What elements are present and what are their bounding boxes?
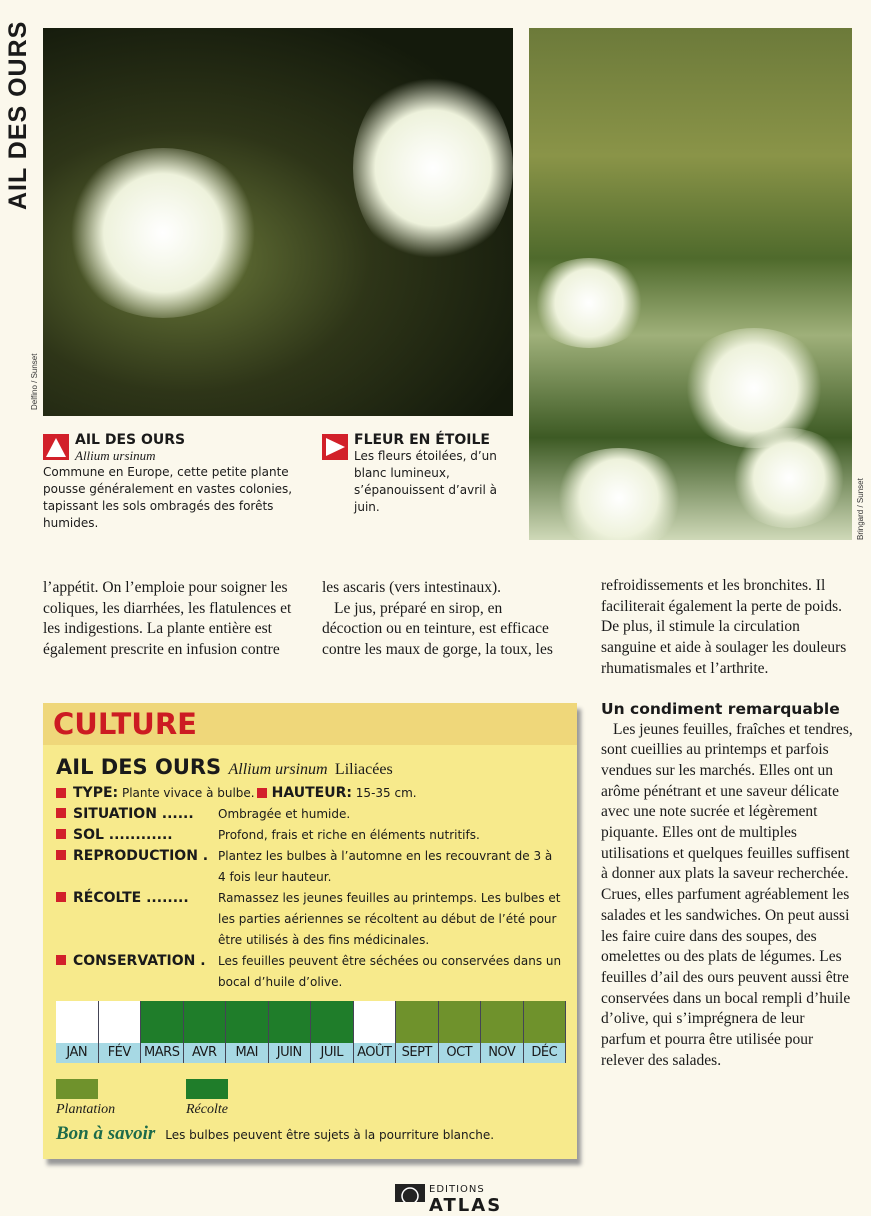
legend-label: Récolte bbox=[186, 1102, 228, 1117]
calendar-bar bbox=[56, 1001, 98, 1043]
month-label: SEPT bbox=[396, 1043, 438, 1063]
height-label: HAUTEUR: bbox=[271, 785, 352, 801]
photo-forest-wild-garlic bbox=[529, 28, 852, 540]
tip-label: Bon à savoir bbox=[56, 1123, 156, 1144]
calendar-bar bbox=[184, 1001, 226, 1043]
calendar-bar bbox=[354, 1001, 396, 1043]
culture-row bbox=[56, 888, 577, 951]
culture-plant-name bbox=[56, 755, 577, 779]
calendar-month bbox=[524, 1001, 567, 1063]
calendar-month bbox=[141, 1001, 184, 1063]
culture-box bbox=[43, 703, 577, 1159]
row-value: Les feuilles peuvent être séchées ou conservées dans un bocal d’huile d’olive. bbox=[218, 954, 562, 989]
month-label: DÉC bbox=[524, 1043, 566, 1063]
type-label: TYPE: bbox=[73, 785, 119, 801]
caption-text: Commune en Europe, cette petite plante pousse généralement en vastes colonies, tapissant les sols ombragés des forêts humides. bbox=[43, 465, 293, 530]
body-column-2 bbox=[322, 578, 562, 661]
calendar-bar bbox=[396, 1001, 438, 1043]
calendar-month bbox=[269, 1001, 312, 1063]
calendar-month bbox=[184, 1001, 227, 1063]
calendar-month bbox=[56, 1001, 99, 1063]
culture-header: CULTURE bbox=[43, 703, 577, 745]
month-label: OCT bbox=[439, 1043, 481, 1063]
month-label: AOÛT bbox=[354, 1043, 396, 1063]
month-label: MAI bbox=[226, 1043, 268, 1063]
calendar-month bbox=[226, 1001, 269, 1063]
calendar-month bbox=[396, 1001, 439, 1063]
body-column-1: l’appétit. On l’emploie pour soigner les coliques, les diarrhées, les flatulences et les indigestions. La plante entière est également prescrite en infusion contre bbox=[43, 579, 292, 659]
caption-title: AIL DES OURS bbox=[75, 432, 186, 448]
calendar bbox=[56, 1001, 566, 1063]
paragraph: les ascaris (vers intestinaux). bbox=[322, 579, 502, 596]
tip-text: Les bulbes peuvent être sujets à la pourriture blanche. bbox=[165, 1128, 495, 1142]
publisher-logo bbox=[395, 1184, 502, 1216]
tip bbox=[56, 1123, 494, 1145]
calendar-bar bbox=[99, 1001, 141, 1043]
culture-row bbox=[56, 804, 577, 825]
calendar-month bbox=[354, 1001, 397, 1063]
plant-name: AIL DES OURS bbox=[56, 755, 222, 779]
calendar-bar bbox=[269, 1001, 311, 1043]
legend-recolte bbox=[186, 1079, 228, 1118]
caption-title: FLEUR EN ÉTOILE bbox=[354, 432, 490, 448]
row-value: Ramassez les jeunes feuilles au printemps. Les bulbes et les parties aériennes se récoltent au début de l’été pour être utilisés à des fins médicinales. bbox=[218, 891, 561, 947]
triangle-right-icon bbox=[322, 434, 348, 460]
row-value: Profond, frais et riche en éléments nutritifs. bbox=[218, 828, 480, 842]
calendar-bar bbox=[481, 1001, 523, 1043]
row-label: REPRODUCTION . bbox=[56, 846, 218, 888]
row-value: Plantez les bulbes à l’automne en les recouvrant de 3 à 4 fois leur hauteur. bbox=[218, 849, 553, 884]
paragraph: Le jus, préparé en sirop, en décoction ou en teinture, est efficace contre les maux de gorge, la toux, les bbox=[322, 599, 553, 659]
photo-credit-left: Delfino / Sunset bbox=[30, 353, 39, 410]
publisher-line2: ATLAS bbox=[429, 1195, 503, 1216]
row-value: Ombragée et humide. bbox=[218, 807, 351, 821]
month-label: JAN bbox=[56, 1043, 98, 1063]
plant-latin: Allium ursinum bbox=[228, 761, 328, 778]
culture-row bbox=[56, 825, 577, 846]
photo-wild-garlic-flowers bbox=[43, 28, 513, 416]
legend-label: Plantation bbox=[56, 1102, 116, 1117]
caption-text: Les fleurs étoilées, d’un blanc lumineux, s’épanouissent d’avril à juin. bbox=[354, 449, 497, 514]
type-value: Plante vivace à bulbe. bbox=[121, 786, 255, 800]
caption-latin: Allium ursinum bbox=[75, 448, 156, 463]
calendar-bar bbox=[226, 1001, 268, 1043]
height-value: 15-35 cm. bbox=[355, 786, 417, 800]
legend-plantation bbox=[56, 1079, 115, 1118]
paragraph: refroidissements et les bronchites. Il faciliterait également la perte de poids. De plus, il stimule la circulation sanguine et aide à soulager les douleurs rhumatismales et l’arthrite. bbox=[601, 577, 847, 677]
month-label: AVR bbox=[184, 1043, 226, 1063]
row-label: SITUATION ...... bbox=[56, 804, 218, 825]
calendar-month bbox=[99, 1001, 142, 1063]
section-heading: Un condiment remarquable bbox=[601, 699, 840, 718]
photo-credit-right: Bringard / Sunset bbox=[856, 478, 865, 540]
culture-row bbox=[56, 951, 577, 993]
calendar-bar bbox=[439, 1001, 481, 1043]
calendar-month bbox=[481, 1001, 524, 1063]
month-label: MARS bbox=[141, 1043, 183, 1063]
caption-fleur-en-etoile bbox=[322, 432, 517, 516]
plant-family: Liliacées bbox=[334, 761, 393, 778]
calendar-bar bbox=[524, 1001, 566, 1043]
culture-row-type bbox=[56, 783, 577, 804]
globe-icon bbox=[395, 1184, 425, 1202]
paragraph: Les jeunes feuilles, fraîches et tendres, sont cueillies au printemps et parfois vendues sur les marchés. Elles ont un arôme pénétrant et une saveur délicate avec une note sucrée et légèrement piquante. Elles ont de multiples utilisations et quelques feuilles suffisent à donner aux plats la saveur recherchée. Crues, elles parfument agréablement les salades et les sandwiches. On peut aussi les faire cuire dans des soupes, des omelettes ou des plats de légumes. Les feuilles d’ail des ours peuvent aussi être conservées dans un bocal rempli d’huile d’olive, qui s’imprégnera de leur parfum et pourra être utilisée pour relever des salades. bbox=[601, 720, 853, 1069]
month-label: JUIN bbox=[269, 1043, 311, 1063]
body-column-3 bbox=[601, 576, 853, 1071]
month-label: JUIL bbox=[311, 1043, 353, 1063]
calendar-month bbox=[439, 1001, 482, 1063]
page-title: AIL DES OURS bbox=[4, 20, 32, 210]
row-label: SOL ............ bbox=[56, 825, 218, 846]
row-label: CONSERVATION . bbox=[56, 951, 218, 993]
calendar-bar bbox=[141, 1001, 183, 1043]
caption-ail-des-ours bbox=[43, 432, 303, 532]
month-label: FÉV bbox=[99, 1043, 141, 1063]
publisher-line1: EDITIONS bbox=[429, 1184, 485, 1195]
triangle-up-icon bbox=[43, 434, 69, 460]
month-label: NOV bbox=[481, 1043, 523, 1063]
row-label: RÉCOLTE ........ bbox=[56, 888, 218, 951]
calendar-bar bbox=[311, 1001, 353, 1043]
calendar-month bbox=[311, 1001, 354, 1063]
culture-row bbox=[56, 846, 577, 888]
